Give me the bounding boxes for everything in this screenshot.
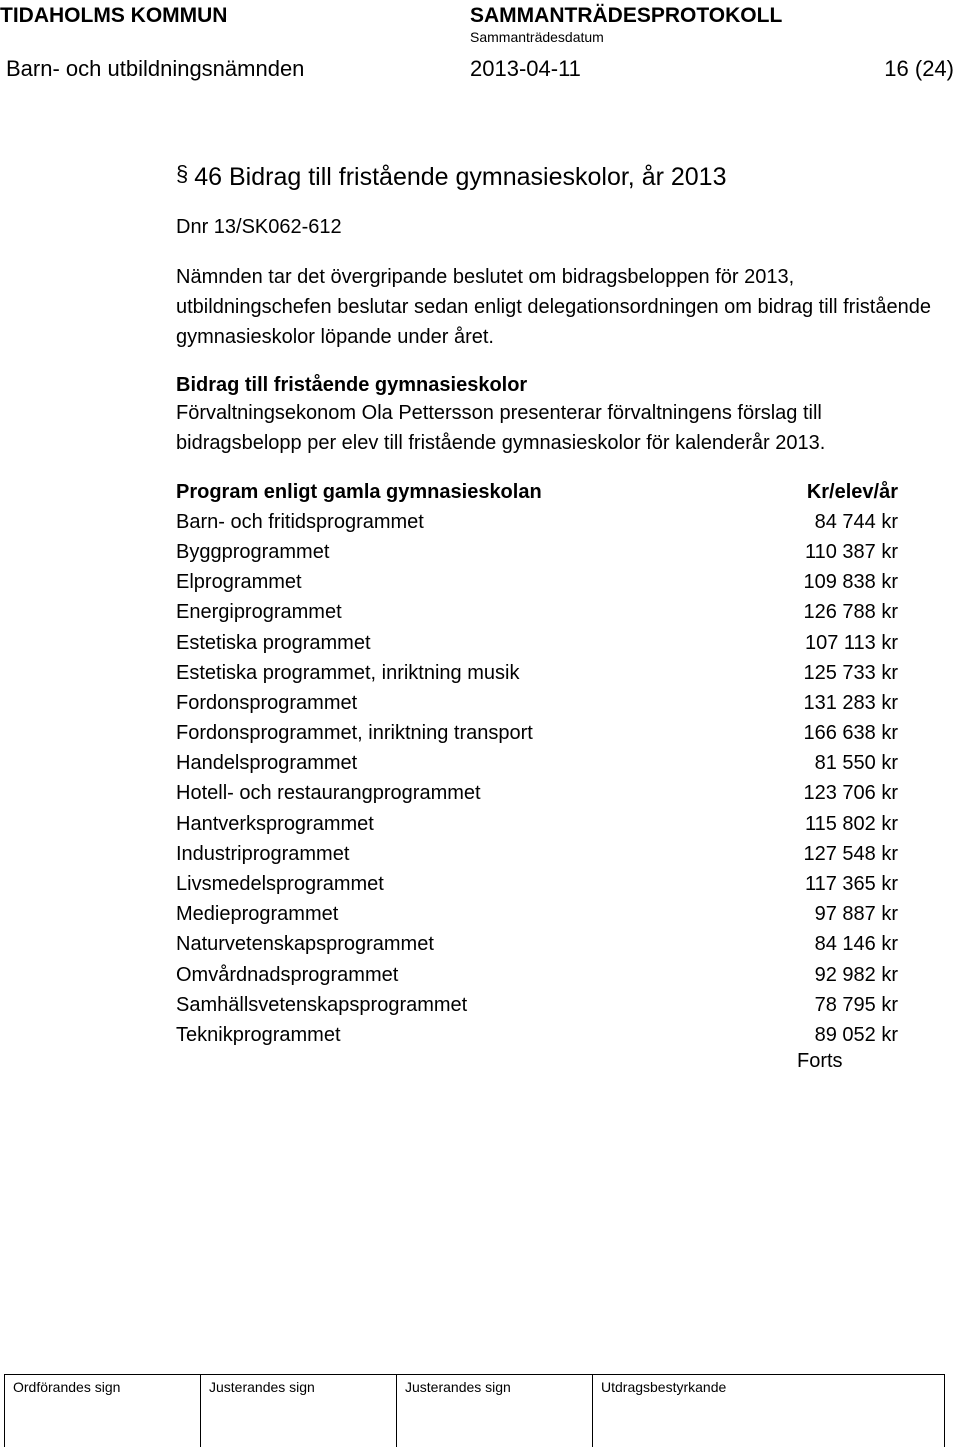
registration-number: Dnr 13/SK062-612 [176, 216, 342, 238]
committee-name: Barn- och utbildningsnämnden [6, 56, 305, 81]
program-amount: 84 146 kr [814, 933, 898, 956]
table-row [176, 628, 898, 658]
adjuster-signature-label-1: Justerandes sign [209, 1379, 315, 1395]
program-amount: 125 733 kr [803, 661, 898, 684]
program-amount: 115 802 kr [804, 812, 898, 835]
meeting-date-label: Sammanträdesdatum [470, 29, 604, 45]
table-row [176, 568, 898, 598]
table-row [176, 779, 898, 809]
adjuster-signature-label-2: Justerandes sign [405, 1379, 511, 1395]
program-name: Fordonsprogrammet, inriktning transport [176, 722, 533, 745]
table-row [176, 598, 898, 628]
section-title [176, 160, 727, 192]
table-row [176, 688, 898, 718]
program-amount: 166 638 kr [803, 722, 898, 745]
program-name: Handelsprogrammet [176, 752, 358, 775]
municipality-name: TIDAHOLMS KOMMUN [0, 4, 228, 27]
extract-certification-box [593, 1375, 945, 1447]
presentation-paragraph: Förvaltningsekonom Ola Pettersson presenterar förvaltningens förslag till bidragsbelopp per elev till fristående gymnasieskolor för kalenderår 2013. [176, 402, 826, 454]
extract-certification-label: Utdragsbestyrkande [601, 1379, 727, 1395]
program-amount: 84 744 kr [814, 510, 898, 533]
program-amount: 109 838 kr [803, 571, 898, 594]
program-name: Fordonsprogrammet [176, 691, 358, 714]
chair-signature-label: Ordförandes sign [13, 1379, 121, 1395]
program-name: Hotell- och restaurangprogrammet [176, 782, 481, 805]
table-row [176, 930, 898, 960]
program-amount: 78 795 kr [814, 993, 898, 1016]
subheading: Bidrag till fristående gymnasieskolor [176, 374, 528, 396]
table-row [176, 507, 898, 537]
program-name: Samhällsvetenskapsprogrammet [176, 993, 468, 1016]
grant-table [176, 477, 898, 1051]
program-amount: 92 982 kr [814, 963, 898, 986]
table-row [176, 749, 898, 779]
program-amount: 81 550 kr [814, 752, 898, 775]
program-name: Industriprogrammet [176, 842, 350, 865]
table-row [176, 900, 898, 930]
program-name: Byggprogrammet [176, 540, 330, 563]
table-row [176, 839, 898, 869]
program-name: Hantverksprogrammet [176, 812, 374, 835]
column-header-program: Program enligt gamla gymnasieskolan [176, 480, 542, 503]
program-amount: 107 113 kr [804, 631, 898, 654]
section-title-text: 46 Bidrag till fristående gymnasieskolor, år 2013 [194, 163, 727, 191]
table-row [176, 1020, 898, 1050]
program-name: Livsmedelsprogrammet [176, 873, 384, 896]
program-name: Omvårdnadsprogrammet [176, 963, 399, 986]
program-amount: 131 283 kr [803, 691, 898, 714]
column-header-amount: Kr/elev/år [806, 480, 898, 503]
program-amount: 117 365 kr [804, 873, 898, 896]
program-name: Teknikprogrammet [176, 1023, 341, 1046]
table-row [176, 658, 898, 688]
adjuster-signature-box-2 [397, 1375, 593, 1447]
table-row [176, 869, 898, 899]
program-amount: 97 887 kr [814, 903, 898, 926]
adjuster-signature-box-1 [201, 1375, 397, 1447]
table-row [176, 537, 898, 567]
program-name: Medieprogrammet [176, 903, 339, 926]
table-header [176, 477, 898, 507]
table-row [176, 809, 898, 839]
program-amount: 126 788 kr [803, 601, 898, 624]
program-name: Energiprogrammet [176, 601, 342, 624]
program-amount: 89 052 kr [814, 1023, 898, 1046]
chair-signature-box [5, 1375, 201, 1447]
paragraph-symbol: § [176, 160, 189, 186]
continued-note: Forts [797, 1050, 843, 1072]
program-name: Barn- och fritidsprogrammet [176, 510, 424, 533]
program-amount: 123 706 kr [803, 782, 898, 805]
table-row [176, 990, 898, 1020]
signature-footer [4, 1374, 945, 1447]
program-amount: 110 387 kr [804, 540, 898, 563]
program-name: Naturvetenskapsprogrammet [176, 933, 434, 956]
document-type: SAMMANTRÄDESPROTOKOLL [470, 4, 783, 27]
table-row [176, 719, 898, 749]
program-name: Elprogrammet [176, 571, 302, 594]
page-number: 16 (24) [884, 56, 954, 81]
program-amount: 127 548 kr [803, 842, 898, 865]
intro-paragraph: Nämnden tar det övergripande beslutet om bidragsbeloppen för 2013, utbildningschefen beslutar sedan enligt delegationsordningen om bidrag till fristående gymnasieskolor löpande under året. [176, 266, 931, 348]
program-name: Estetiska programmet [176, 631, 371, 654]
program-name: Estetiska programmet, inriktning musik [176, 661, 520, 684]
meeting-date: 2013-04-11 [470, 56, 581, 81]
table-row [176, 960, 898, 990]
